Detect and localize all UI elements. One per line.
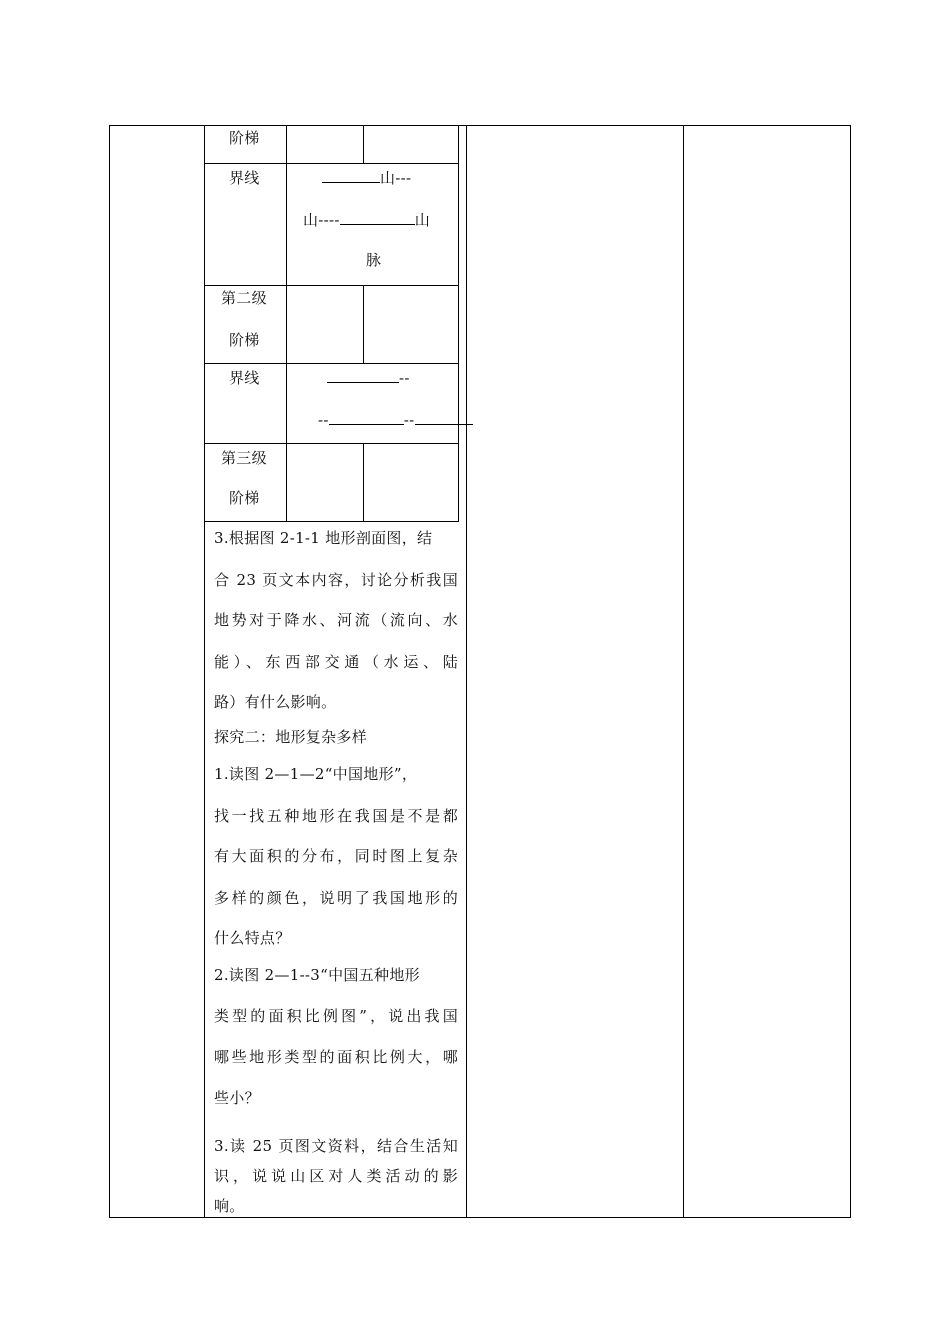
fill-in-blank xyxy=(329,410,404,425)
inner-table-cell-divider-3 xyxy=(363,443,364,521)
outer-table-left-border xyxy=(109,125,110,1218)
fill-in-blank xyxy=(322,168,380,183)
outer-table-col-divider-1 xyxy=(204,125,205,1218)
level3-label-line2: 阶梯 xyxy=(229,489,260,507)
boundary1-line3: 脉 xyxy=(366,251,382,269)
e3-line-3: 响。 xyxy=(214,1197,245,1215)
boundary1-label: 界线 xyxy=(229,169,260,187)
inner-table-cell-divider-2 xyxy=(363,285,364,363)
outer-table-col-divider-2 xyxy=(466,125,467,1218)
level3-label-line1: 第三级 xyxy=(221,449,267,467)
e1-line-2: 找一找五种地形在我国是不是都 xyxy=(214,807,458,825)
boundary2-label: 界线 xyxy=(229,369,260,387)
e3-line-2: 识，说说山区对人类活动的影 xyxy=(214,1167,458,1185)
inner-table-right-border xyxy=(458,125,459,521)
inner-table-row-line-3 xyxy=(204,363,459,364)
e2-line-2: 类型的面积比例图”，说出我国 xyxy=(214,1007,458,1025)
boundary1-line1: 山--- xyxy=(322,168,411,188)
q3-line-5: 路）有什么影响。 xyxy=(214,693,337,711)
q3-line-1: 3.根据图 2-1-1 地形剖面图，结 xyxy=(214,529,433,547)
boundary2-line1: -- xyxy=(327,368,410,388)
outer-table-top-border xyxy=(109,125,851,126)
q3-line-4: 能）、东西部交通（水运、陆 xyxy=(214,653,458,671)
q3-line-2: 合 23 页文本内容，讨论分析我国 xyxy=(214,571,458,589)
e2-line-3: 哪些地形类型的面积比例大，哪 xyxy=(214,1048,458,1066)
e1-line-3: 有大面积的分布，同时图上复杂 xyxy=(214,847,458,865)
e3-line-1: 3.读 25 页图文资料，结合生活知 xyxy=(214,1137,458,1155)
fill-in-blank xyxy=(340,210,415,225)
inner-table-row-line-2 xyxy=(204,285,459,286)
e2-line-1: 2.读图 2—1--3“中国五种地形 xyxy=(214,966,420,984)
fill-in-blank xyxy=(415,410,473,425)
e2-line-4: 些小？ xyxy=(214,1089,260,1107)
inner-table-row-line-4 xyxy=(204,443,459,444)
boundary2-line2: -- -- xyxy=(318,410,473,430)
inner-table-label-divider xyxy=(286,125,287,521)
inner-table-row-line-1 xyxy=(204,163,459,164)
e1-line-5: 什么特点？ xyxy=(214,929,291,947)
fill-in-blank xyxy=(327,368,399,383)
e1-line-4: 多样的颜色，说明了我国地形的 xyxy=(214,889,458,907)
boundary1-line2: 山---- 山 xyxy=(303,211,431,229)
e1-line-1: 1.读图 2—1—2“中国地形”， xyxy=(214,765,418,783)
level2-label-line1: 第二级 xyxy=(221,289,267,307)
outer-table-col-divider-3 xyxy=(683,125,684,1218)
outer-table-bottom-border xyxy=(109,1217,851,1218)
inner-table-row-line-5 xyxy=(204,521,459,522)
level1-step-label: 阶梯 xyxy=(229,129,260,147)
explore2-title: 探究二：地形复杂多样 xyxy=(214,728,368,746)
level2-label-line2: 阶梯 xyxy=(229,331,260,349)
inner-table-cell-divider-1 xyxy=(363,125,364,163)
outer-table-right-border xyxy=(850,125,851,1218)
q3-line-3: 地势对于降水、河流（流向、水 xyxy=(214,611,458,629)
